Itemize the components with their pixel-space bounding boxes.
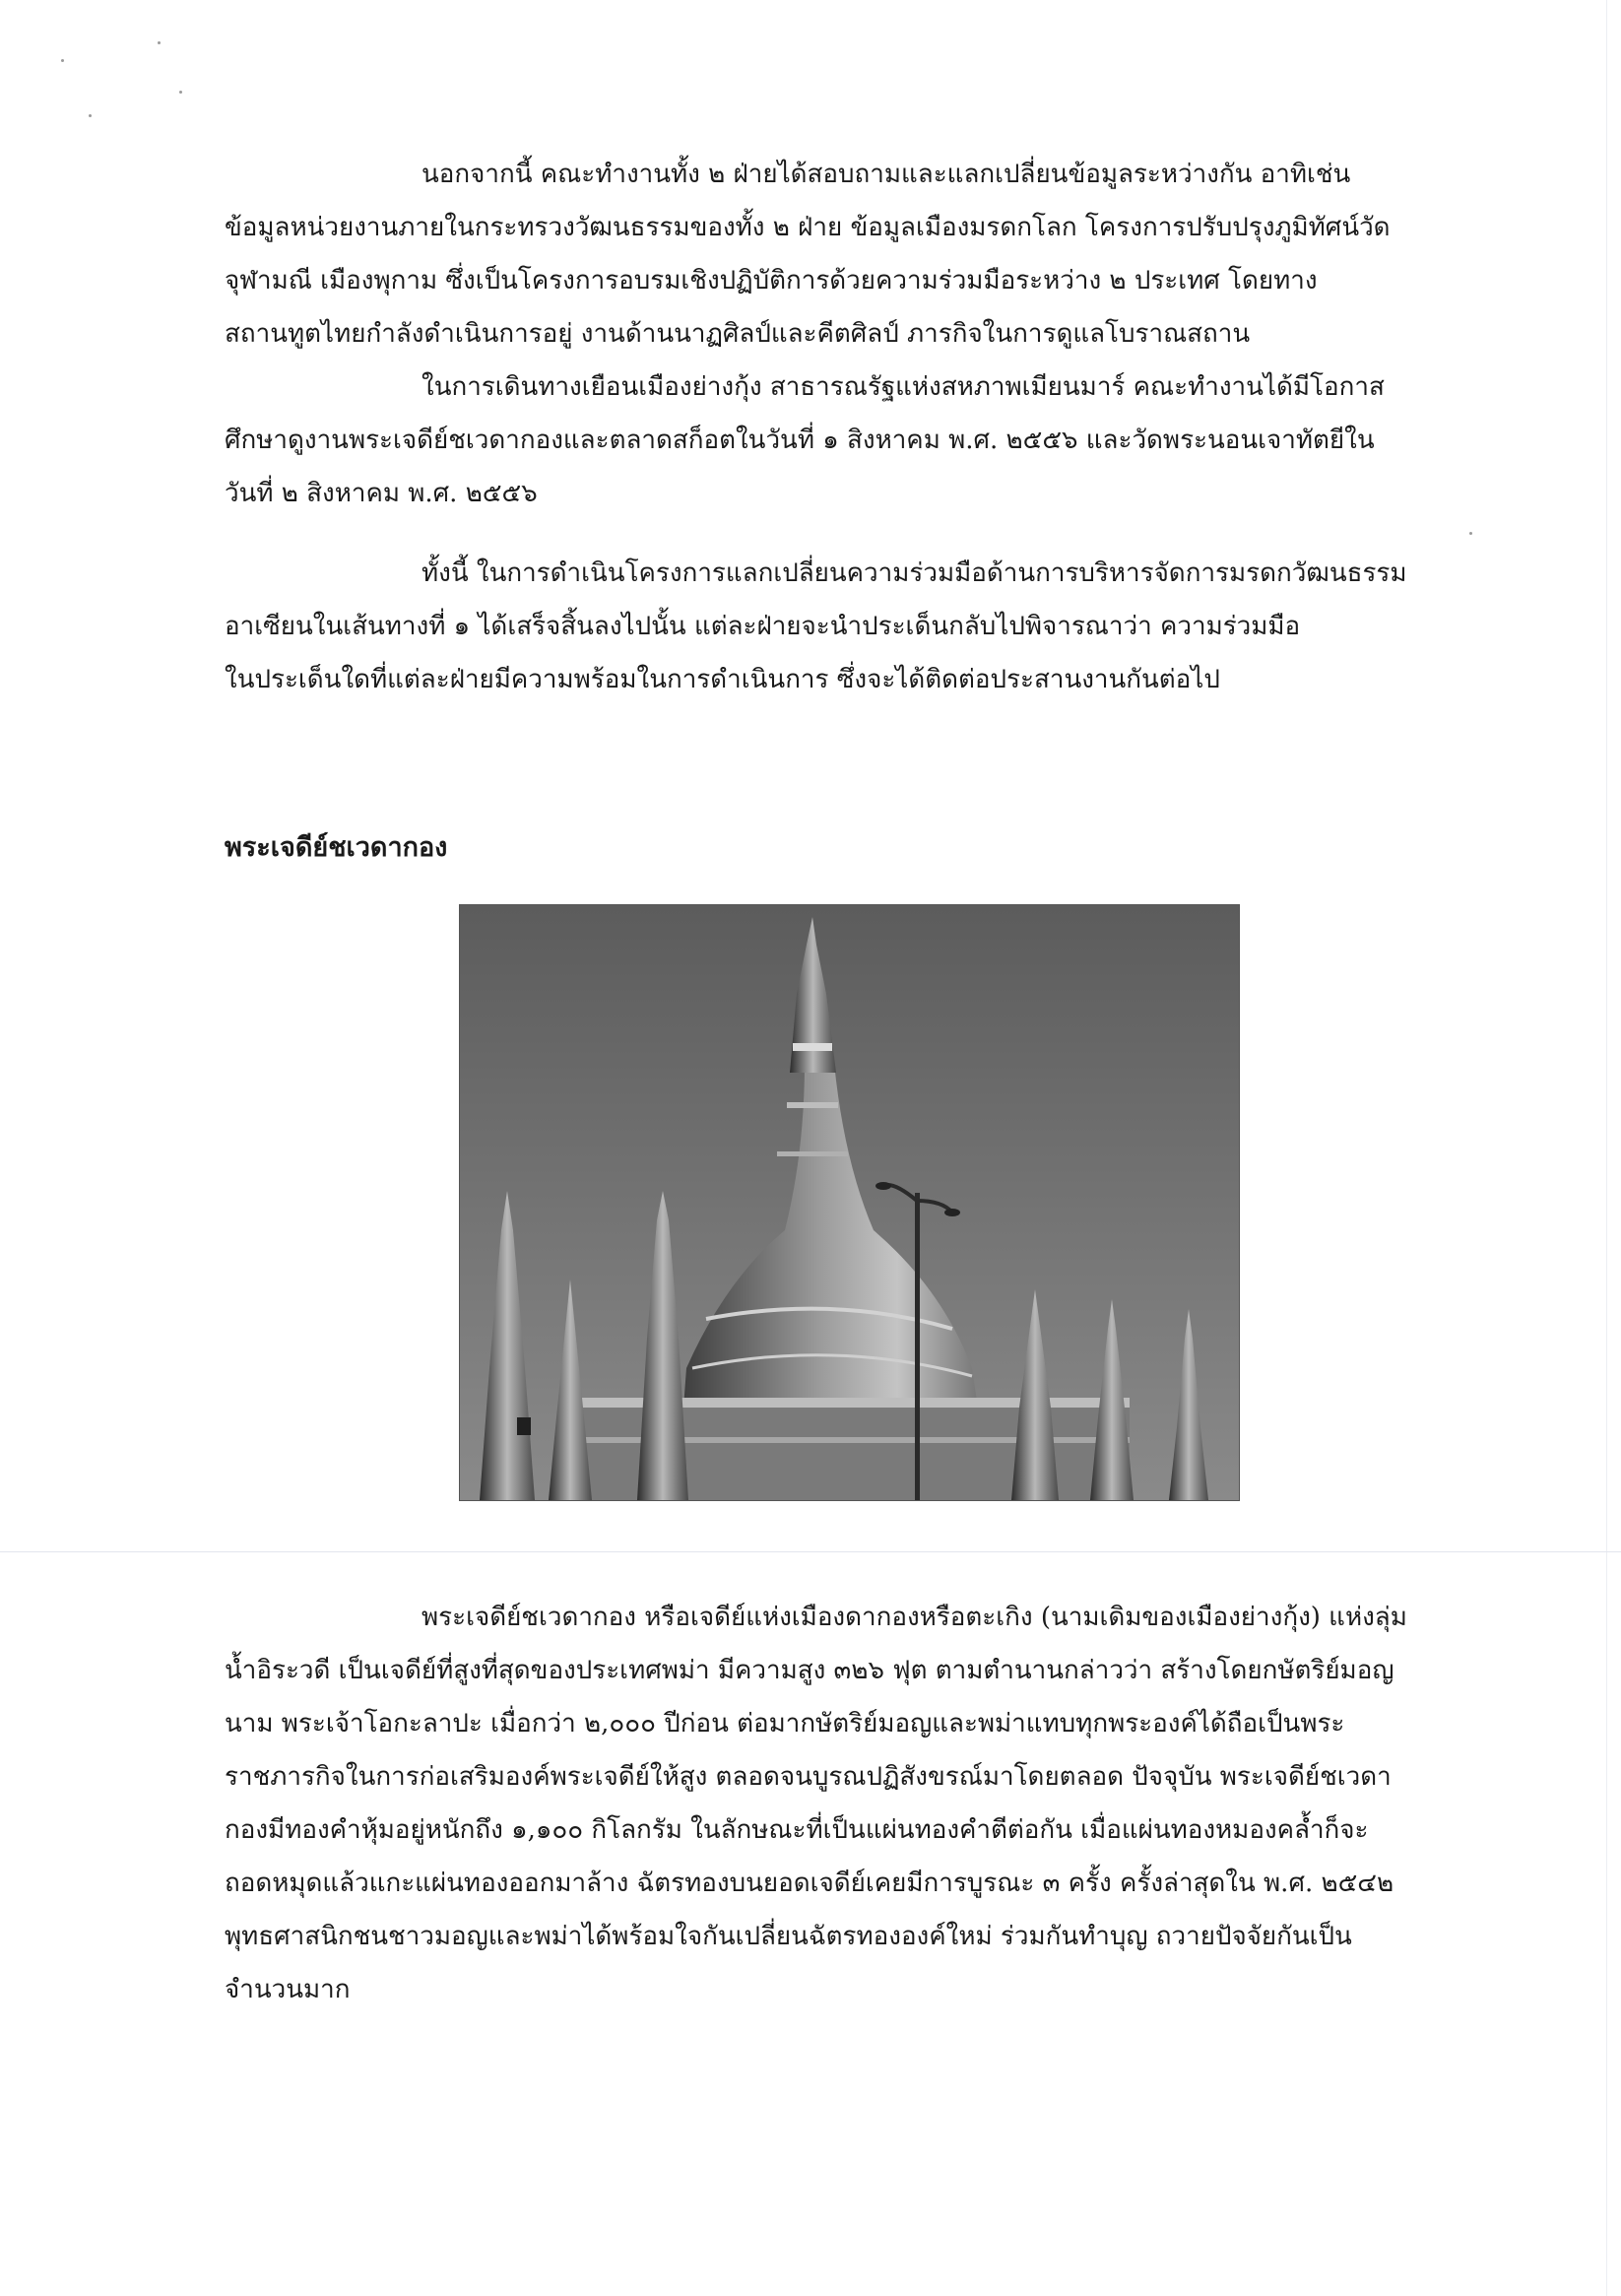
text-line: ในการเดินทางเยือนเมืองย่างกุ้ง สาธารณรัฐแห่งสหภาพเมียนมาร์ คณะทำงานได้มีโอกาส: [421, 372, 1385, 402]
text-line: จำนวนมาก: [225, 1975, 351, 2004]
text-line: กองมีทองคำหุ้มอยู่หนักถึง ๑,๑๐๐ กิโลกรัม ในลักษณะที่เป็นแผ่นทองคำตีต่อกัน เมื่อแผ่นทองหมองคล้ำก็จะ: [225, 1815, 1369, 1845]
scan-speck: [179, 91, 182, 94]
paragraph-2: [225, 361, 1485, 520]
scan-speck: [61, 59, 64, 62]
text-line: จุฬามณี เมืองพุกาม ซึ่งเป็นโครงการอบรมเชิงปฏิบัติการด้วยความร่วมมือระหว่าง ๒ ประเทศ โดยทาง: [225, 266, 1318, 295]
paragraph-3: [225, 547, 1485, 706]
section-heading: พระเจดีย์ชเวดากอง: [225, 832, 448, 863]
text-line: วันที่ ๒ สิงหาคม พ.ศ. ๒๕๕๖: [225, 479, 538, 508]
paragraph-shwedagon: [225, 1591, 1485, 2016]
pagoda-illustration: [460, 905, 1239, 1500]
text-line: น้ำอิระวดี เป็นเจดีย์ที่สูงที่สุดของประเทศพม่า มีความสูง ๓๒๖ ฟุต ตามตำนานกล่าวว่า สร้างโดยกษัตริย์มอญ: [225, 1656, 1394, 1685]
text-line: อาเซียนในเส้นทางที่ ๑ ได้เสร็จสิ้นลงไปนั้น แต่ละฝ่ายจะนำประเด็นกลับไปพิจารณาว่า ความร่วมมือ: [225, 612, 1301, 641]
pagoda-photo: [459, 904, 1240, 1501]
text-line: ทั้งนี้ ในการดำเนินโครงการแลกเปลี่ยนความร่วมมือด้านการบริหารจัดการมรดกวัฒนธรรม: [421, 558, 1407, 588]
text-line: ในประเด็นใดที่แต่ละฝ่ายมีความพร้อมในการดำเนินการ ซึ่งจะได้ติดต่อประสานงานกันต่อไป: [225, 665, 1220, 694]
scan-speck: [89, 114, 92, 117]
scan-speck: [158, 41, 161, 44]
scan-speck: [1469, 532, 1472, 535]
paragraph-1: [225, 148, 1485, 361]
text-line: ข้อมูลหน่วยงานภายในกระทรวงวัฒนธรรมของทั้ง ๒ ฝ่าย ข้อมูลเมืองมรดกโลก โครงการปรับปรุงภูมิทัศน์วัด: [225, 213, 1391, 242]
text-line: นาม พระเจ้าโอกะลาปะ เมื่อกว่า ๒,๐๐๐ ปีก่อน ต่อมากษัตริย์มอญและพม่าแทบทุกพระองค์ได้ถือเป็นพระ: [225, 1709, 1345, 1738]
scan-edge: [1606, 0, 1607, 2296]
text-line: สถานทูตไทยกำลังดำเนินการอยู่ งานด้านนาฏศิลป์และคีตศิลป์ ภารกิจในการดูแลโบราณสถาน: [225, 319, 1251, 349]
text-line: นอกจากนี้ คณะทำงานทั้ง ๒ ฝ่ายได้สอบถามและแลกเปลี่ยนข้อมูลระหว่างกัน อาทิเช่น: [421, 160, 1351, 189]
text-line: ศึกษาดูงานพระเจดีย์ชเวดากองและตลาดสก็อตในวันที่ ๑ สิงหาคม พ.ศ. ๒๕๕๖ และวัดพระนอนเจาทัตยีใน: [225, 426, 1375, 455]
text-line: พระเจดีย์ชเวดากอง หรือเจดีย์แห่งเมืองดากองหรือตะเกิง (นามเดิมของเมืองย่างกุ้ง) แห่งลุ่ม: [421, 1603, 1407, 1632]
text-line: ถอดหมุดแล้วแกะแผ่นทองออกมาล้าง ฉัตรทองบนยอดเจดีย์เคยมีการบูรณะ ๓ ครั้ง ครั้งล่าสุดใน พ.ศ. ๒๕๔๒: [225, 1869, 1394, 1898]
scan-fold-line: [0, 1551, 1621, 1552]
text-line: ราชภารกิจในการก่อเสริมองค์พระเจดีย์ให้สูง ตลอดจนบูรณปฏิสังขรณ์มาโดยตลอด ปัจจุบัน พระเจดีย์ชเวดา: [225, 1762, 1392, 1792]
text-line: พุทธศาสนิกชนชาวมอญและพม่าได้พร้อมใจกันเปลี่ยนฉัตรทององค์ใหม่ ร่วมกันทำบุญ ถวายปัจจัยกันเป็น: [225, 1922, 1352, 1951]
